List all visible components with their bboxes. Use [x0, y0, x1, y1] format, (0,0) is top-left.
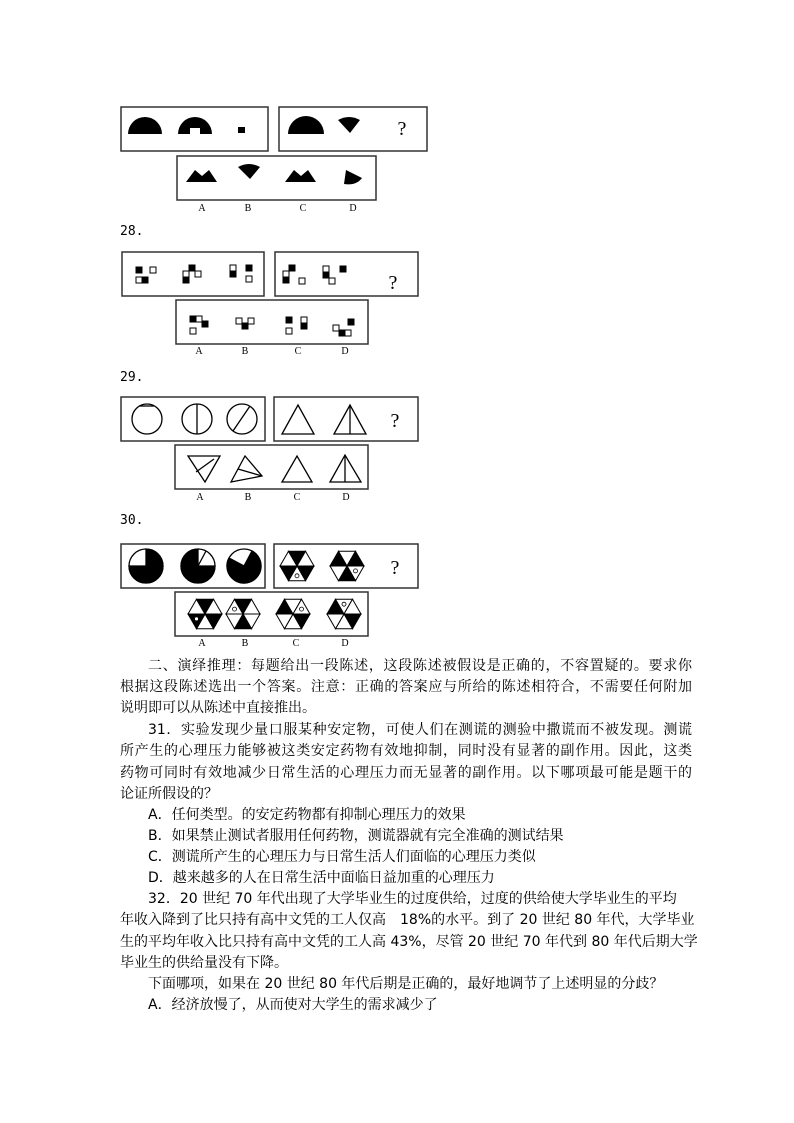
q31-stem-line: 论证所假设的？ — [120, 786, 218, 802]
option-label-d: D — [342, 492, 350, 503]
small-circle-mark — [342, 602, 346, 606]
intro-line: 二、演绎推理：每题给出一段陈述，这段陈述被假设是正确的，不容置疑的。要求你 — [148, 658, 692, 674]
q27-shapes — [128, 116, 362, 184]
option-label-b: B — [244, 203, 252, 214]
option-label-c: C — [294, 346, 302, 357]
option-label-d: D — [341, 346, 349, 357]
q31-option-c: C．测谎所产生的心理压力与日常生活人们面临的心理压力类似 — [148, 849, 536, 865]
q31-option-a: A．任何类型。的安定药物都有抑制心理压力的效果 — [148, 807, 466, 823]
q32-question: 下面哪项，如果在 20 世纪 80 年代后期是正确的，最好地调节了上述明显的分歧？ — [148, 976, 664, 992]
q28-option-labels — [195, 346, 348, 357]
q31-stem-line: 所产生的心理压力能够被这类安定药物有效地抑制，同时没有显著的副作用。因此，这类 — [120, 743, 692, 759]
option-label-d: D — [341, 638, 349, 649]
option-label-c: C — [299, 203, 307, 214]
option-label-a: A — [195, 346, 203, 357]
option-label-b: B — [241, 346, 249, 357]
q32-stem-line: 生的平均年收入比只持有高中文凭的工人高 43%，尽管 20 世纪 70 年代到 80 年代后期大学 — [120, 934, 698, 950]
question-number-28: 28. — [120, 224, 144, 239]
q31-stem-line: 药物可同时有效地减少日常生活的心理压力而无显著的副作用。以下哪项最可能是题干的 — [120, 765, 692, 781]
option-label-c: C — [292, 638, 300, 649]
q31-stem-line: 31．实验发现少量口服某种安定物，可使人们在测谎的测验中撒谎而不被发现。测谎 — [148, 722, 692, 738]
q27-question-mark: ? — [397, 118, 407, 140]
q32-stem-line: 毕业生的供给量没有下降。 — [120, 955, 288, 971]
question-number-29: 29. — [120, 370, 144, 385]
small-circle-mark — [354, 569, 358, 573]
intro-line: 说明即可以从陈述中直接推出。 — [120, 700, 316, 716]
q29-shapes — [132, 404, 366, 482]
q30-option-labels — [198, 638, 348, 649]
question-number-30: 30. — [120, 513, 144, 528]
q29-question-mark: ? — [390, 410, 400, 432]
q32-stem-line: 32．20 世纪 70 年代出现了大学毕业生的过度供给，过度的供给使大学毕业生的平均 — [148, 891, 677, 907]
small-circle-mark — [195, 617, 199, 621]
small-circle-mark — [295, 574, 299, 578]
q30-question-mark: ? — [390, 557, 400, 579]
option-label-c: C — [293, 492, 301, 503]
option-label-d: D — [349, 203, 357, 214]
option-label-b: B — [241, 638, 249, 649]
q32-option-a: A．经济放慢了，从而使对大学生的需求减少了 — [148, 997, 438, 1013]
option-label-a: A — [196, 492, 204, 503]
q28-problem-box-1 — [122, 252, 264, 296]
option-label-b: B — [244, 492, 252, 503]
q28-question-mark: ? — [388, 272, 398, 294]
intro-line: 根据这段陈述选出一个答案。注意：正确的答案应与所给的陈述相符合，不需要任何附加 — [120, 679, 692, 695]
q31-option-b: B．如果禁止测试者服用任何药物，测谎器就有完全准确的测试结果 — [148, 828, 564, 844]
q32-stem-line: 年收入降到了比只持有高中文凭的工人仅高 18%的水平。到了 20 世纪 80 年代，大学毕业 — [120, 912, 695, 928]
small-circle-mark — [233, 607, 237, 611]
option-label-a: A — [198, 638, 206, 649]
q31-option-d: D．越来越多的人在日常生活中面临日益加重的心理压力 — [148, 870, 495, 886]
q29-option-labels — [196, 492, 349, 503]
option-label-a: A — [198, 203, 206, 214]
q27-option-labels — [198, 203, 356, 214]
q30-shapes — [129, 549, 261, 583]
small-circle-mark — [300, 607, 304, 611]
